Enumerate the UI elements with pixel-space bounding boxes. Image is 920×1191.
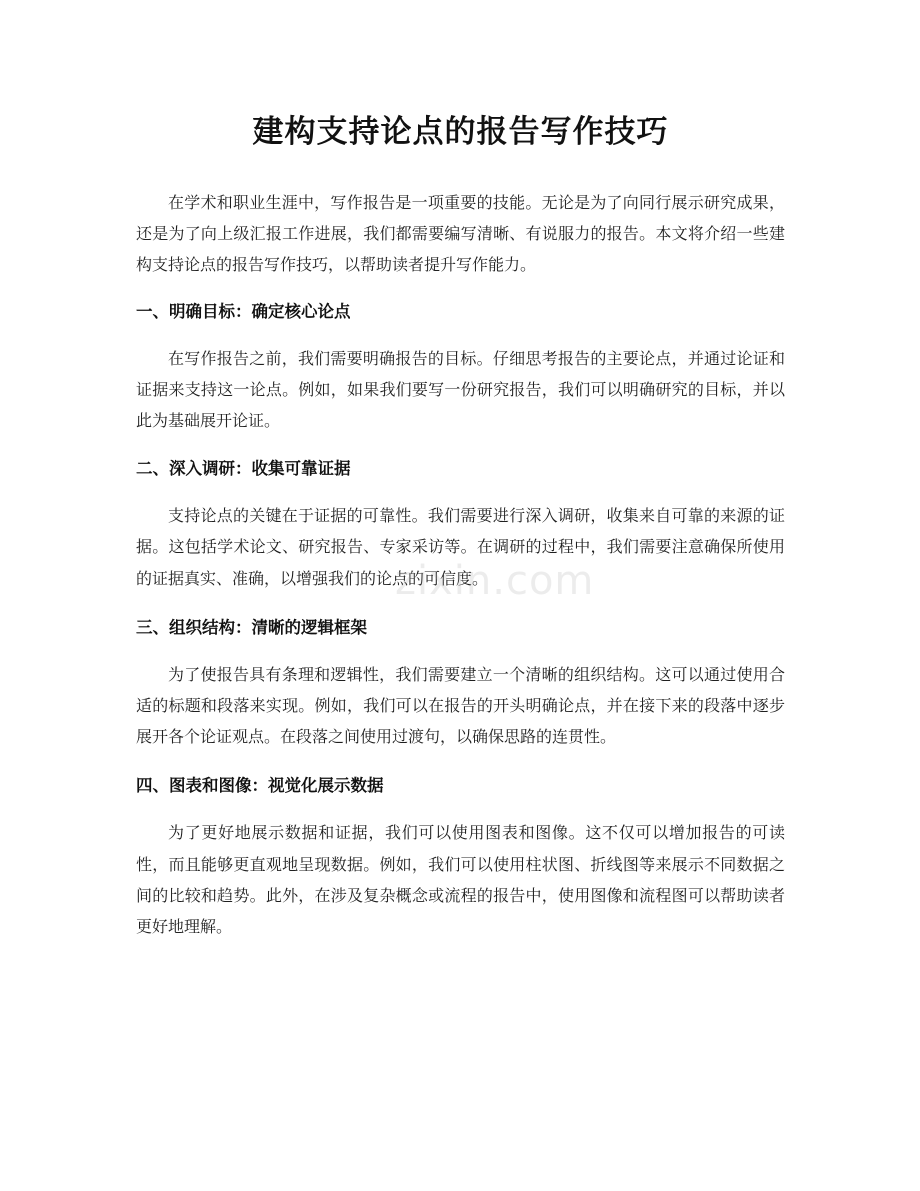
section-heading-4: 四、图表和图像：视觉化展示数据: [136, 776, 384, 796]
section-heading-3: 三、组织结构：清晰的逻辑框架: [136, 617, 367, 637]
section-heading-2: 二、深入调研：收集可靠证据: [136, 459, 351, 479]
document-title: 建构支持论点的报告写作技巧: [252, 114, 669, 150]
watermark: zixin.com: [395, 558, 595, 604]
section-body-1: 在写作报告之前，我们需要明确报告的目标。仔细思考报告的主要论点，并通过论证和证据来支持这一论点。例如，如果我们要写一份研究报告，我们可以明确研究的目标，并以此为基础展开论证。: [136, 348, 785, 431]
intro-paragraph: 在学术和职业生涯中，写作报告是一项重要的技能。无论是为了向同行展示研究成果，还是为了向上级汇报工作进展，我们都需要编写清晰、有说服力的报告。本文将介绍一些建构支持论点的报告写作技巧，以帮助读者提升写作能力。: [136, 193, 785, 275]
section-body-3: 为了使报告具有条理和逻辑性，我们需要建立一个清晰的组织结构。这可以通过使用合适的标题和段落来实现。例如，我们可以在报告的开头明确论点，并在接下来的段落中逐步展开各个论证观点。在段落之间使用过渡句，以确保思路的连贯性。: [136, 664, 785, 747]
section-body-2: 支持论点的关键在于证据的可靠性。我们需要进行深入调研，收集来自可靠的来源的证据。这包括学术论文、研究报告、专家采访等。在调研的过程中，我们需要注意确保所使用的证据真实、准确，以增强我们的论点的可信度。: [136, 506, 785, 588]
section-heading-1: 一、明确目标：确定核心论点: [136, 301, 351, 321]
section-body-4: 为了更好地展示数据和证据，我们可以使用图表和图像。这不仅可以增加报告的可读性，而且能够更直观地呈现数据。例如，我们可以使用柱状图、折线图等来展示不同数据之间的比较和趋势。此外，在涉及复杂概念或流程的报告中，使用图像和流程图可以帮助读者更好地理解。: [136, 823, 785, 937]
